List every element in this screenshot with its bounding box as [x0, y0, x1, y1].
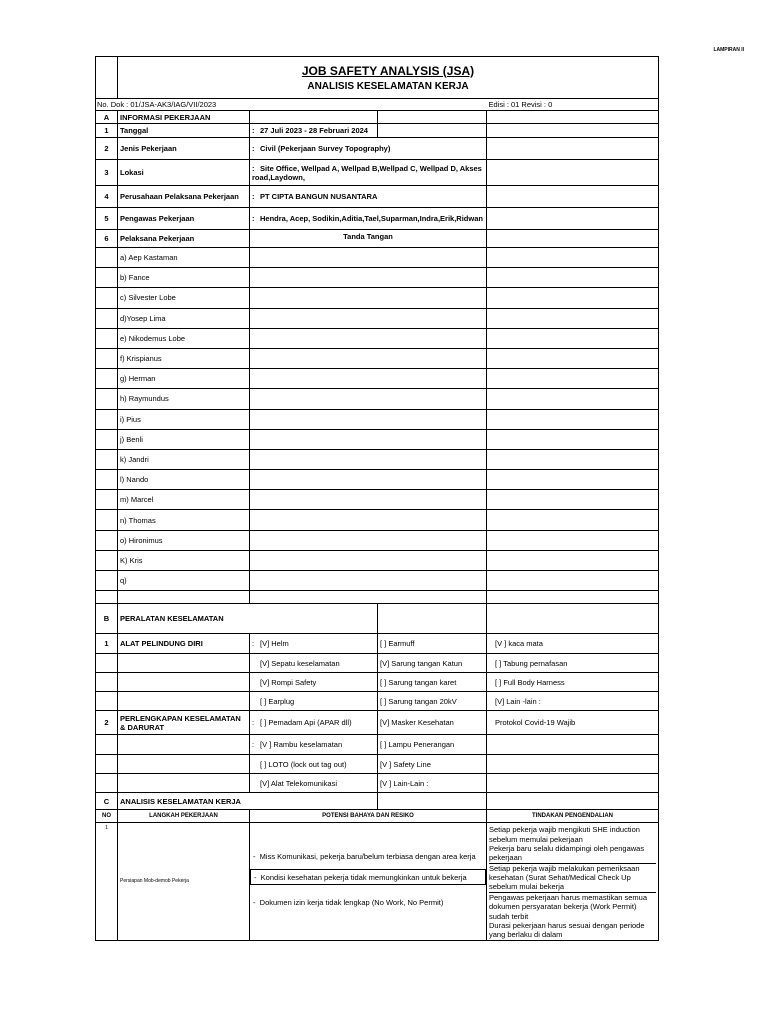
equipment-item: [V] Alat Telekomunikasi [250, 774, 378, 793]
worker-signature [250, 288, 487, 308]
equipment-item: [ ] Earmuff [378, 634, 487, 654]
darurat-label: PERLENGKAPAN KESELAMATAN & DARURAT [118, 711, 250, 735]
control-item: Durasi pekerjaan harus sesuai dengan periode yang berlaku di dalam [489, 920, 645, 940]
info-row-number: 1 [96, 124, 118, 138]
equipment-item: [V] Lain -lain : [487, 692, 659, 711]
pelaksana-number: 6 [96, 230, 118, 248]
worker-signature [250, 268, 487, 288]
equipment-item: [V] Sepatu keselamatan [250, 654, 378, 673]
signature-header: Tanda Tangan [250, 230, 487, 248]
worker-name: m) Marcel [118, 490, 250, 510]
worker-name: K) Kris [118, 550, 250, 570]
equipment-item: [ ] Tabung pernafasan [487, 654, 659, 673]
equipment-item: [V] Sarung tangan Katun [378, 654, 487, 673]
apd-label: ALAT PELINDUNG DIRI [118, 634, 250, 654]
worker-name: k) Jandri [118, 449, 250, 469]
section-a-title: INFORMASI PEKERJAAN [118, 111, 250, 124]
info-row-number: 2 [96, 138, 118, 160]
analysis-row-controls [487, 823, 659, 941]
worker-signature [250, 571, 487, 591]
equipment-item: [ ] Full Body Harness [487, 673, 659, 692]
info-row-value: Site Office, Wellpad A, Wellpad B,Wellpad C, Wellpad D, Akses road,Laydown, [252, 163, 482, 182]
info-row-label: Pengawas Pekerjaan [118, 208, 250, 230]
analysis-row-number: 1 [96, 823, 118, 941]
hazard-item: - Miss Komunikasi, pekerja baru/belum terbiasa dengan area kerja [253, 851, 476, 861]
col-header-control: TINDAKAN PENGENDALIAN [487, 810, 659, 823]
info-row-label: Perusahaan Pelaksana Pekerjaan [118, 186, 250, 208]
info-row-value-cell: : Hendra, Acep, Sodikin,Aditia,Tael,Suparman,Indra,Erik,Ridwan [250, 208, 487, 230]
info-row-value-cell: : 27 Juli 2023 - 28 Februari 2024 [250, 124, 378, 138]
equipment-item: [V ] Safety Line [378, 755, 487, 774]
worker-signature [250, 369, 487, 389]
worker-name: i) Pius [118, 409, 250, 429]
hazard-item: - Dokumen izin kerja tidak lengkap (No Work, No Permit) [253, 897, 444, 907]
info-row-value: Civil (Pekerjaan Survey Topography) [260, 144, 391, 153]
equipment-item: [V ] Lain-Lain : [378, 774, 487, 793]
worker-name: f) Krispianus [118, 348, 250, 368]
equipment-item: Protokol Covid-19 Wajib [487, 711, 659, 735]
worker-name: a) Aep Kastaman [118, 248, 250, 268]
apd-number: 1 [96, 634, 118, 654]
worker-signature [250, 429, 487, 449]
equipment-item: [ ] Sarung tangan karet [378, 673, 487, 692]
control-item: Pekerja baru selalu didampingi oleh pengawas pekerjaan [489, 843, 645, 863]
worker-name: c) Silvester Lobe [118, 288, 250, 308]
worker-name: d)Yosep Lima [118, 308, 250, 328]
worker-signature [250, 328, 487, 348]
equipment-item: [V ] kaca mata [487, 634, 659, 654]
hazard-item: - Kondisi kesehatan pekerja tidak memungkinkan untuk bekerja [250, 869, 486, 885]
info-row-value-cell: : Civil (Pekerjaan Survey Topography) [250, 138, 487, 160]
col-header-step: LANGKAH PEKERJAAN [118, 810, 250, 823]
info-row-value: Hendra, Acep, Sodikin,Aditia,Tael,Suparman,Indra,Erik,Ridwan [260, 214, 483, 223]
jsa-table [95, 56, 659, 941]
pelaksana-label: Pelaksana Pekerjaan [118, 230, 250, 248]
info-row-number: 3 [96, 160, 118, 186]
document-edition: Edisi : 01 Revisi : 0 [487, 99, 659, 111]
equipment-item: [ ] Earplug [250, 692, 378, 711]
worker-signature [250, 308, 487, 328]
equipment-item: [ ] LOTO (lock out tag out) [250, 755, 378, 774]
worker-signature [250, 389, 487, 409]
control-item: Setiap pekerja wajib melakukan pemeriksaan kesehatan (Surat Sehat/Medical Check Up sebelum mulai bekerja [489, 863, 656, 892]
darurat-number: 2 [96, 711, 118, 735]
worker-name: g) Herman [118, 369, 250, 389]
control-item: Setiap pekerja wajib mengikuti SHE induction sebelum memulai pekerjaan [489, 825, 640, 844]
equipment-item: : [V ] Rambu keselamatan [250, 735, 378, 755]
equipment-item [487, 755, 659, 774]
col-header-no: NO [96, 810, 118, 823]
worker-signature [250, 470, 487, 490]
info-row-label: Jenis Pekerjaan [118, 138, 250, 160]
lampiran-label: LAMPIRAN II [713, 47, 744, 53]
worker-name: e) Nikodemus Lobe [118, 328, 250, 348]
equipment-item: [ ] Sarung tangan 20kV [378, 692, 487, 711]
equipment-item: [V] Masker Kesehatan [378, 711, 487, 735]
equipment-item [487, 735, 659, 755]
analysis-row-hazards [250, 823, 487, 941]
equipment-item: [V] Rompi Safety [250, 673, 378, 692]
info-row-label: Lokasi [118, 160, 250, 186]
info-row-number: 5 [96, 208, 118, 230]
section-c-letter: C [96, 793, 118, 810]
control-item: Pengawas pekerjaan harus memastikan semua dokumen persyaratan bekerja (Work Permit) sudah terbit [489, 892, 656, 921]
info-row-value: PT CIPTA BANGUN NUSANTARA [260, 192, 378, 201]
worker-name: j) Benli [118, 429, 250, 449]
equipment-item: : [ ] Pemadam Api (APAR dll) [250, 711, 378, 735]
section-c-title: ANALISIS KESELAMATAN KERJA [118, 793, 378, 810]
worker-name: q) [118, 571, 250, 591]
worker-name: n) Thomas [118, 510, 250, 530]
info-row-value-cell: : Site Office, Wellpad A, Wellpad B,Wellpad C, Wellpad D, Akses road,Laydown, [250, 160, 487, 186]
section-b-letter: B [96, 604, 118, 634]
document-title: JOB SAFETY ANALYSIS (JSA) [301, 63, 475, 78]
worker-name: l) Nando [118, 470, 250, 490]
info-row-value-cell: : PT CIPTA BANGUN NUSANTARA [250, 186, 487, 208]
worker-signature [250, 490, 487, 510]
section-a-letter: A [96, 111, 118, 124]
document-number: No. Dok : 01/JSA-AK3/IAG/VII/2023 [96, 99, 487, 111]
info-row-label: Tanggal [118, 124, 250, 138]
analysis-row-step: Persiapan Mob-demob Pekerja [118, 823, 250, 941]
worker-signature [250, 550, 487, 570]
document-subtitle: ANALISIS KESELAMATAN KERJA [307, 80, 469, 92]
section-b-title: PERALATAN KESELAMATAN [118, 604, 378, 634]
col-header-hazard: POTENSI BAHAYA DAN RESIKO [250, 810, 487, 823]
worker-signature [250, 248, 487, 268]
worker-name: b) Fance [118, 268, 250, 288]
worker-name: o) Hironimus [118, 530, 250, 550]
worker-signature [250, 409, 487, 429]
worker-signature [250, 530, 487, 550]
worker-signature [250, 510, 487, 530]
worker-signature [250, 348, 487, 368]
equipment-item [487, 774, 659, 793]
info-row-number: 4 [96, 186, 118, 208]
info-row-value: 27 Juli 2023 - 28 Februari 2024 [260, 126, 368, 135]
equipment-item: : [V] Helm [250, 634, 378, 654]
equipment-item: [ ] Lampu Penerangan [378, 735, 487, 755]
worker-signature [250, 449, 487, 469]
document-title-cell [118, 57, 659, 99]
worker-name: h) Raymundus [118, 389, 250, 409]
